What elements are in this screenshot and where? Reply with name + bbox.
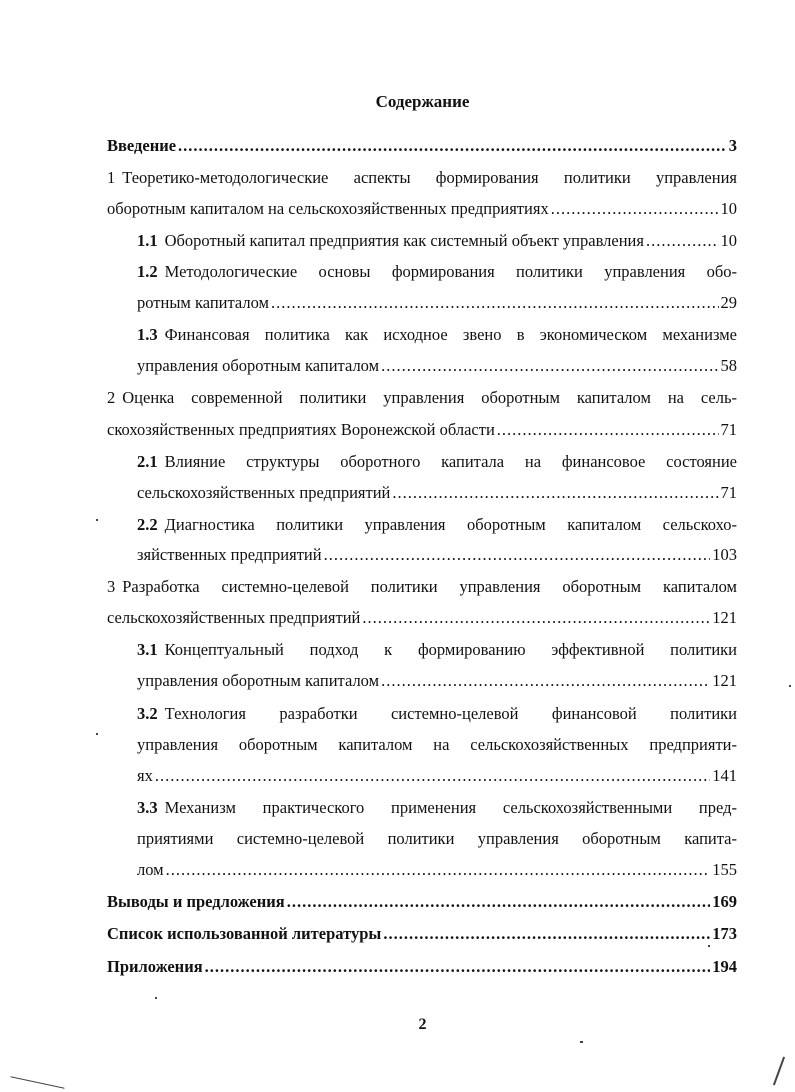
toc-entry-chapter-1-cont (107, 199, 737, 219)
toc-entry-section-1-3-cont (137, 356, 737, 376)
toc-entry-text: Методологические основы формирования политики управления обо- (164, 262, 737, 281)
toc-entry-text: оборотным капиталом на сельскохозяйственных предприятиях (107, 199, 549, 218)
toc-entry-text: Влияние структуры оборотного капитала на финансовое состояние (164, 452, 737, 471)
toc-entry-chapter-2 (107, 388, 737, 408)
toc-entry-chapter-3 (107, 577, 737, 597)
scan-mark (10, 1076, 64, 1088)
scan-speck (96, 519, 98, 521)
toc-entry-number: 2.1 (137, 452, 158, 471)
toc-entry-section-1-2 (137, 262, 737, 282)
toc-entry-text: ях (137, 766, 153, 785)
toc-entry-text: Финансовая политика как исходное звено в экономическом механизме (164, 325, 737, 344)
toc-entry-number: 3.1 (137, 640, 158, 659)
toc-entry-text: ротным капиталом (137, 293, 269, 312)
toc-entry-section-1-1 (137, 231, 737, 251)
toc-page-number: 71 (720, 483, 737, 502)
toc-entry-text: Выводы и предложения (107, 892, 285, 911)
scan-speck (708, 945, 710, 947)
toc-entry-section-3-1 (137, 640, 737, 660)
page-number: 2 (418, 1016, 427, 1033)
toc-entry-text: Оборотный капитал предприятия как системный объект управления (164, 231, 644, 250)
scan-mark (773, 1057, 785, 1086)
toc-entry-number: 3.2 (137, 704, 158, 723)
toc-entry-text: Оценка современной политики управления оборотным капиталом на сель- (122, 388, 737, 407)
toc-page-number: 141 (712, 766, 737, 785)
toc-entry-chapter-2-cont (107, 420, 737, 440)
toc-entry-section-3-3 (137, 798, 737, 818)
toc-entry-text: Разработка системно-целевой политики управления оборотным капиталом (122, 577, 737, 596)
scan-speck (580, 1041, 583, 1043)
toc-entry-section-2-1-cont (137, 483, 737, 503)
toc-page-number: 58 (720, 356, 737, 375)
toc-entry-text: Приложения (107, 957, 203, 976)
toc-entry-section-3-3-cont (137, 829, 737, 849)
toc-entry-conclusions (107, 892, 737, 912)
toc-entry-text: Механизм практического применения сельскохозяйственными пред- (164, 798, 737, 817)
toc-entry-text: скохозяйственных предприятиях Воронежской области (107, 420, 495, 439)
toc-entry-section-1-3 (137, 325, 737, 345)
toc-entry-number: 1.1 (137, 231, 158, 250)
toc-entry-section-3-3-end (137, 860, 737, 880)
toc-entry-text: Концептуальный подход к формированию эффективной политики (164, 640, 737, 659)
toc-entry-chapter-3-cont (107, 608, 737, 628)
toc-page-number: 71 (720, 420, 737, 439)
toc-page-number: 173 (712, 924, 737, 943)
page-title: Содержание (375, 92, 470, 111)
toc-page-number: 194 (712, 957, 737, 976)
toc-page-number: 155 (712, 860, 737, 879)
toc-entry-text: зяйственных предприятий (137, 545, 322, 564)
toc-entry-section-3-2 (137, 704, 737, 724)
toc-page-number: 121 (712, 608, 737, 627)
toc-page-number: 29 (720, 293, 737, 312)
toc-entry-number: 1.2 (137, 262, 158, 281)
toc-entry-section-2-2-cont (137, 545, 737, 565)
toc-entry-number: 2.2 (137, 515, 158, 534)
toc-entry-section-2-2 (137, 515, 737, 535)
toc-entry-text: сельскохозяйственных предприятий (107, 608, 361, 627)
toc-page-number: 10 (720, 231, 737, 250)
toc-entry-number: 1.3 (137, 325, 158, 344)
toc-page-number: 103 (712, 545, 737, 564)
toc-entry-chapter-1 (107, 168, 737, 188)
toc-page-number: 3 (728, 136, 737, 155)
toc-page-number: 121 (712, 671, 737, 690)
toc-page-number: 10 (720, 199, 737, 218)
toc-entry-appendices (107, 957, 737, 977)
toc-page-number: 169 (712, 892, 737, 911)
toc-entry-section-2-1 (137, 452, 737, 472)
scan-speck (155, 997, 157, 999)
toc-entry-section-3-2-cont (137, 735, 737, 755)
toc-entry-text: Введение (107, 136, 177, 155)
toc-entry-text: Теоретико-методологические аспекты формирования политики управления (122, 168, 737, 187)
toc-entry-text: Диагностика политики управления оборотным капиталом сельскохо- (164, 515, 737, 534)
toc-entry-text: Список использованной литературы (107, 924, 382, 943)
toc-entry-text: приятиями системно-целевой политики управления оборотным капита- (137, 829, 737, 848)
toc-entry-text: Технология разработки системно-целевой финансовой политики (164, 704, 737, 723)
toc-entry-text: сельскохозяйственных предприятий (137, 483, 391, 502)
toc-entry-text: управления оборотным капиталом на сельскохозяйственных предприяти- (137, 735, 737, 754)
toc-entry-references (107, 924, 737, 944)
toc-entry-text: управления оборотным капиталом (137, 356, 380, 375)
toc-entry-section-3-2-end (137, 766, 737, 786)
toc-entry-number: 1 (107, 168, 116, 187)
toc-entry-introduction (107, 136, 737, 156)
toc-entry-section-3-1-cont (137, 671, 737, 691)
toc-entry-number: 3.3 (137, 798, 158, 817)
toc-entry-number: 3 (107, 577, 116, 596)
scan-speck (789, 685, 791, 687)
toc-entry-text: лом (137, 860, 164, 879)
toc-entry-text: управления оборотным капиталом (137, 671, 380, 690)
toc-entry-section-1-2-cont (137, 293, 737, 313)
scan-speck (96, 733, 98, 735)
toc-entry-number: 2 (107, 388, 116, 407)
